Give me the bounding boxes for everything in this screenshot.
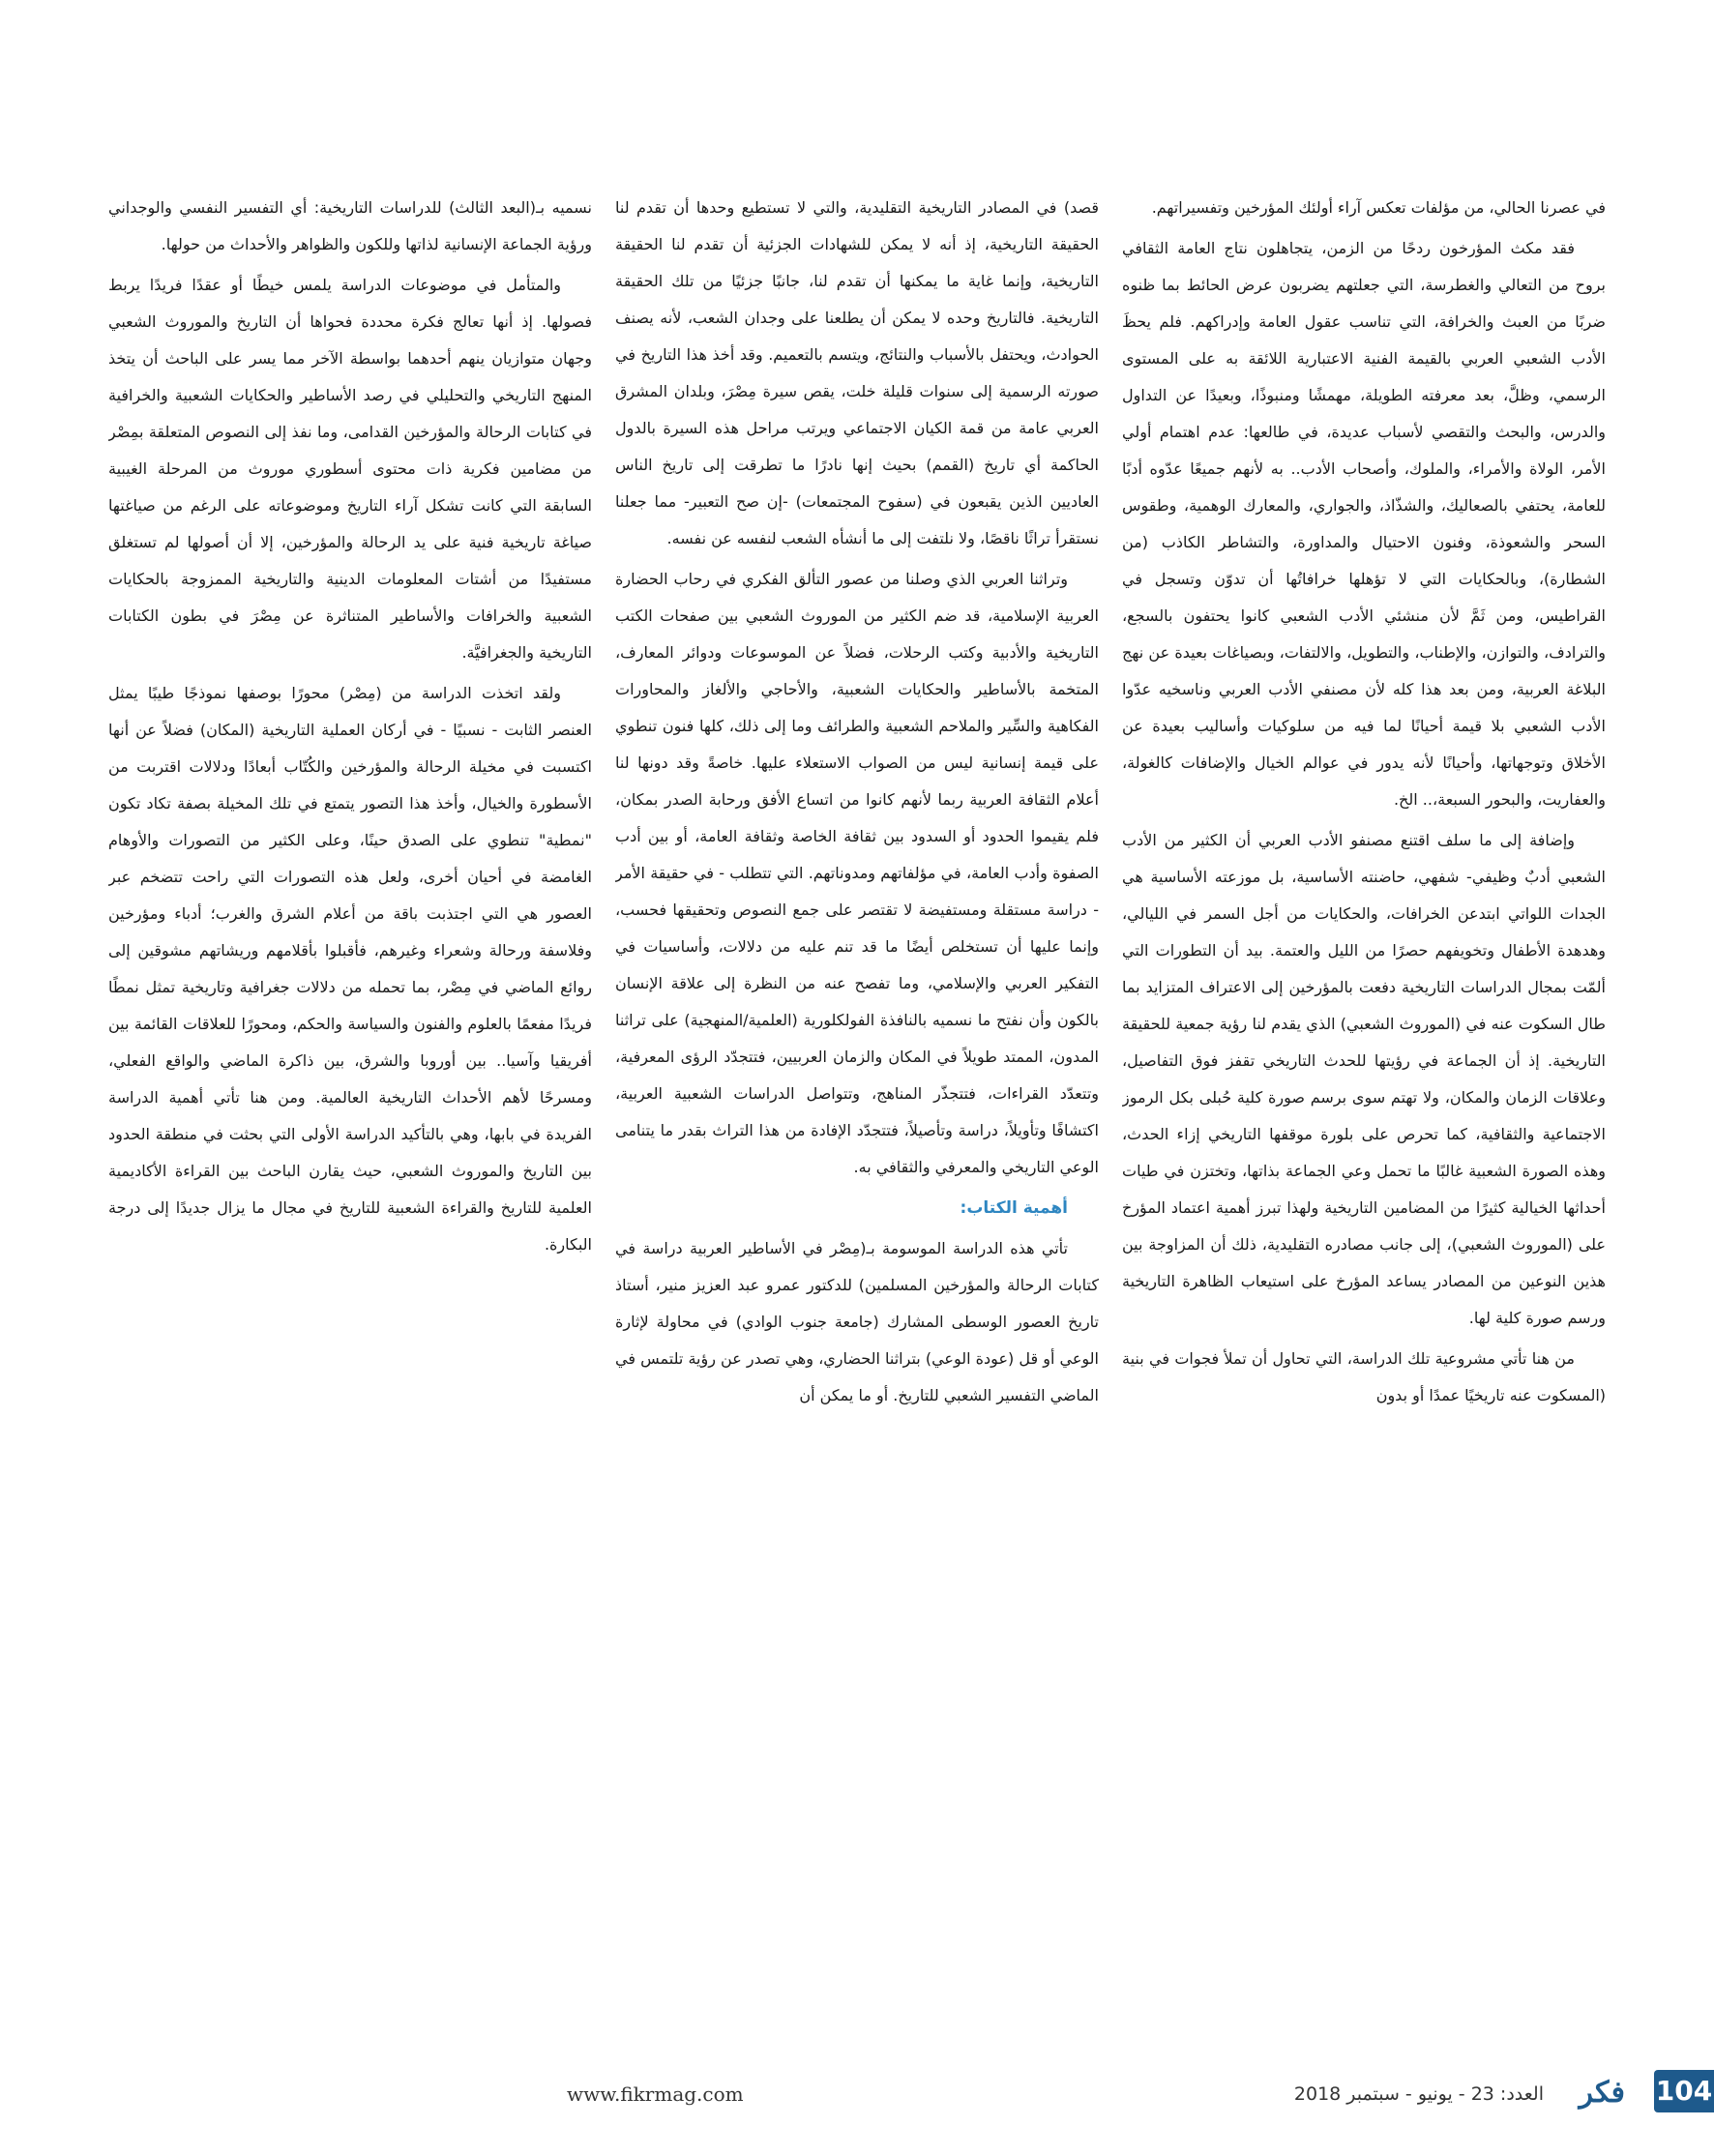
paragraph: ولقد اتخذت الدراسة من (مِصْر) محورًا بوصفها نموذجًا طيبًا يمثل العنصر الثابت - نسبيًا - في أركان العملية التاريخية (المكان) فضلاً عن أنها اكتسبت في مخيلة الرحالة والمؤرخين والكُتّاب أبعادًا ودلالات اقتربت من الأسطورة والخيال، وأخذ هذا التصور يتمتع في تلك المخيلة بصفة تكاد تكون "نمطية" تنطوي على الصدق حينًا، وعلى الكثير من التصورات والأوهام الغامضة في أحيان أخرى، ولعل هذه التصورات التي راحت تتضخم عبر العصور هي التي اجتذبت باقة من أعلام الشرق والغرب؛ أدباء ومؤرخين وفلاسفة ورحالة وشعراء وغيرهم، فأقبلوا بأقلامهم وريشاتهم مشوقين إلى روائع الماضي في مِصْر، بما تحمله من دلالات جغرافية وتاريخية تمثل نمطًا فريدًا مفعمًا بالعلوم والفنون والسياسة والحكم، ومحورًا للعلاقات القائمة بين أفريقيا وآسيا.. بين أوروبا والشرق، بين ذاكرة الماضي والواقع الفعلي، ومسرحًا لأهم الأحداث التاريخية العالمية. ومن هنا تأتي أهمية الدراسة الفريدة في بابها، وهي بالتأكيد الدراسة الأولى التي بحثت في منطقة الحدود بين التاريخ والموروث الشعبي، حيث يقارن الباحث بين القراءة الأكاديمية العلمية للتاريخ والقراءة الشعبية للتاريخ في مجال ما يزال جديدًا إلى درجة البكارة.: [108, 684, 592, 1254]
paragraph: نسميه بـ(البعد الثالث) للدراسات التاريخية: أي التفسير النفسي والوجداني ورؤية الجماعة الإنسانية لذاتها وللكون والظواهر والأحداث من حولها.: [108, 198, 592, 253]
paragraph: في عصرنا الحالي، من مؤلفات تعكس آراء أولئك المؤرخين وتفسيراتهم.: [1151, 198, 1606, 217]
paragraph: قصد) في المصادر التاريخية التقليدية، والتي لا تستطيع وحدها أن تقدم لنا الحقيقة التاريخية، إذ أنه لا يمكن للشهادات الجزئية أن تقدم لنا الحقيقة التاريخية، وإنما غاية ما يمكنها أن تقدم لنا، جانبًا جزئيًا من تلك الحقيقة التاريخية. فالتاريخ وحده لا يمكن أن يطلعنا على وجدان الشعب، لأنه يصنف الحوادث، ويحتفل بالأسباب والنتائج، ويتسم بالتعميم. وقد أخذ هذا التاريخ في صورته الرسمية إلى سنوات قليلة خلت، يقص سيرة مِصْرَ، وبلدان المشرق العربي عامة من قمة الكيان الاجتماعي ويرتب مراحل هذه السيرة بالدول الحاكمة أي تاريخ (القمم) بحيث إنها نادرًا ما تطرقت إلى تاريخ الناس العاديين الذين يقبعون في (سفوح المجتمعات) -إن صح التعبير- مما جعلنا نستقرأ تراثًا ناقصًا، ولا نلتفت إلى ما أنشأه الشعب لنفسه عن نفسه.: [615, 198, 1099, 547]
paragraph: وتراثنا العربي الذي وصلنا من عصور التألق الفكري في رحاب الحضارة العربية الإسلامية، قد ضم الكثير من الموروث الشعبي بين صفحات الكتب التاريخية والأدبية وكتب الرحلات، فضلاً عن الموسوعات ودوائر المعارف، المتخمة بالأساطير والحكايات الشعبية، والأحاجي والألغاز والمحاورات الفكاهية والسِّير والملاحم الشعبية والطرائف وما إلى ذلك، كلها فنون تنطوي على قيمة إنسانية ليس من الصواب الاستعلاء عليها. خاصةً وقد دونها لنا أعلام الثقافة العربية ربما لأنهم كانوا من اتساع الأفق ورحابة الصدر بمكان، فلم يقيموا الحدود أو السدود بين ثقافة الخاصة وثقافة العامة، أو بين أدب الصفوة وأدب العامة، في مؤلفاتهم ومدوناتهم. التي تتطلب - في حقيقة الأمر - دراسة مستقلة ومستفيضة لا تقتصر على جمع النصوص وتحقيقها فحسب، وإنما عليها أن تستخلص أيضًا ما قد تنم عليه من دلالات، وأساسيات في التفكير العربي والإسلامي، وما تفصح عنه من النظرة إلى علاقة الإنسان بالكون وأن نفتح ما نسميه بالنافذة الفولكلورية (العلمية/المنهجية) على تراثنا المدون، الممتد طويلاً في المكان والزمان العربيين، فتتجدّد الرؤى المعرفية، وتتعدّد القراءات، فتتجذّر المناهج، وتتواصل الدراسات الشعبية العربية، اكتشافًا وتأويلاً، دراسة وتأصيلاً، فتتجدّد الإفادة من هذا التراث بقدر ما يتنامى الوعي التاريخي والمعرفي والثقافي به.: [615, 570, 1099, 1176]
website-link[interactable]: www.fikrmag.com: [567, 2082, 744, 2106]
column-middle: [615, 190, 1099, 1989]
page-number: 104: [1654, 2070, 1714, 2112]
column-left: [108, 190, 592, 1989]
section-heading: أهمية الكتاب:: [960, 1198, 1068, 1218]
paragraph: والمتأمل في موضوعات الدراسة يلمس خيطًا أو عقدًا فريدًا يربط فصولها. إذ أنها تعالج فكرة محددة فحواها أن التاريخ والموروث الشعبي وجهان متوازيان ينهم أحدهما بواسطة الآخر مما يسر على الباحث أن يتخذ المنهج التاريخي والتحليلي في رصد الأساطير والحكايات الشعبية والخرافية في كتابات الرحالة والمؤرخين القدامى، وما نفذ إلى النصوص المتعلقة بمِصْر من مضامين فكرية ذات محتوى أسطوري موروث من المرحلة الغيبية السابقة التي كانت تشكل آراء التاريخ وموضوعاته على الرغم من صياغتها صياغة تاريخية فنية على يد الرحالة والمؤرخين، إلا أن أصولها لم تستغلق مستفيدًا من أشتات المعلومات الدينية والتاريخية الممزوجة بالحكايات الشعبية والخرافات والأساطير المتناثرة عن مِصْرَ في بطون الكتابات التاريخية والجغرافيَّة.: [108, 276, 592, 662]
column-right: [1122, 190, 1606, 1989]
article-columns: [108, 190, 1606, 1989]
issue-info: العدد: 23 - يونيو - سبتمبر 2018: [1293, 2083, 1544, 2105]
page-footer: [0, 2070, 1714, 2118]
paragraph: فقد مكث المؤرخون ردحًا من الزمن، يتجاهلون نتاج العامة الثقافي بروح من التعالي والغطرسة، التي جعلتهم يضربون عرض الحائط بما ظنوه ضربًا من العبث والخرافة، التي تناسب عقول العامة وإدراكهم. فلم يحظَ الأدب الشعبي العربي بالقيمة الفنية الاعتبارية اللائقة به على المستوى الرسمي، وظلَّ، بعد معرفته الطويلة، مهمشًا ومنبوذًا، وبعيدًا عن التداول والدرس، والبحث والتقصي لأسباب عديدة، في طالعها: عدم اهتمام أولي الأمر، الولاة والأمراء، والملوك، وأصحاب الأدب.. به لأنهم جميعًا عدّوه أدبًا للعامة، يحتفي بالصعاليك، والشذّاذ، والجواري، والمعارك الوهمية، وطقوس السحر والشعوذة، وفنون الاحتيال والمداورة، والتشاطر الكاذب (من الشطارة)، وبالحكايات التي لا تؤهلها خرافاتُها أن تدوّن وتسجل في القراطيس، ومن ثَمَّ لأن منشئي الأدب الشعبي كانوا يحتفون بالسجع، والترادف، والتوازن، والإطناب، والتطويل، والالتفات، وبصياغات بعيدة عن نهج البلاغة العربية، ومن بعد هذا كله لأن مصنفي الأدب العربي وناسخيه عدّوا الأدب الشعبي بلا قيمة أحيانًا لما فيه من سلوكيات وأساليب بعيدة عن الأخلاق وتوجهاتها، وأحيانًا لأنه يدور في عوالم الخيال والإضافات كالغولة، والعفاريت، والبحور السبعة،.. الخ.: [1122, 239, 1606, 809]
paragraph: وإضافة إلى ما سلف اقتنع مصنفو الأدب العربي أن الكثير من الأدب الشعبي أدبٌ وظيفي- شفهي، حاضنته الأساسية، بل موزعته الأساسية هي الجدات اللواتي ابتدعن الخرافات، والحكايات من أجل السمر في الليالي، وهدهدة الأطفال وتخويفهم حصرًا من الليل والعتمة. بيد أن التطورات التي ألمّت بمجال الدراسات التاريخية دفعت بالمؤرخين إلى الاعتراف المتزايد بما طال السكوت عنه في (الموروث الشعبي) الذي يقدم لنا رؤية جمعية للحقيقة التاريخية. إذ أن الجماعة في رؤيتها للحدث التاريخي تقفز فوق التفاصيل، وعلاقات الزمان والمكان، ولا تهتم سوى برسم صورة كلية حُبلى بكل الرموز الاجتماعية والثقافية، كما تحرص على بلورة موقفها التاريخي إزاء الحدث، وهذه الصورة الشعبية غالبًا ما تحمل وعي الجماعة بذاتها، وتختزن في طيات أحداثها الخيالية كثيرًا من المضامين التاريخية ولهذا تبرز أهمية اعتماد المؤرخ على (الموروث الشعبي)، إلى جانب مصادره التقليدية، ذلك أن المزاوجة بين هذين النوعين من المصادر يساعد المؤرخ على استيعاب الظاهرة التاريخية ورسم صورة كلية لها.: [1122, 831, 1606, 1327]
paragraph: من هنا تأتي مشروعية تلك الدراسة، التي تحاول أن تملأ فجوات في بنية (المسكوت عنه تاريخيًا عمدًا أو بدون: [1122, 1349, 1606, 1404]
paragraph: تأتي هذه الدراسة الموسومة بـ(مِصْر في الأساطير العربية دراسة في كتابات الرحالة والمؤرخين المسلمين) للدكتور عمرو عبد العزيز منير، أستاذ تاريخ العصور الوسطى المشارك (جامعة جنوب الوادي) في محاولة لإثارة الوعي أو قل (عودة الوعي) بتراثنا الحضاري، وهي تصدر عن رؤية تلتمس في الماضي التفسير الشعبي للتاريخ. أو ما يمكن أن: [615, 1239, 1099, 1404]
magazine-logo: فكر: [1579, 2076, 1625, 2110]
